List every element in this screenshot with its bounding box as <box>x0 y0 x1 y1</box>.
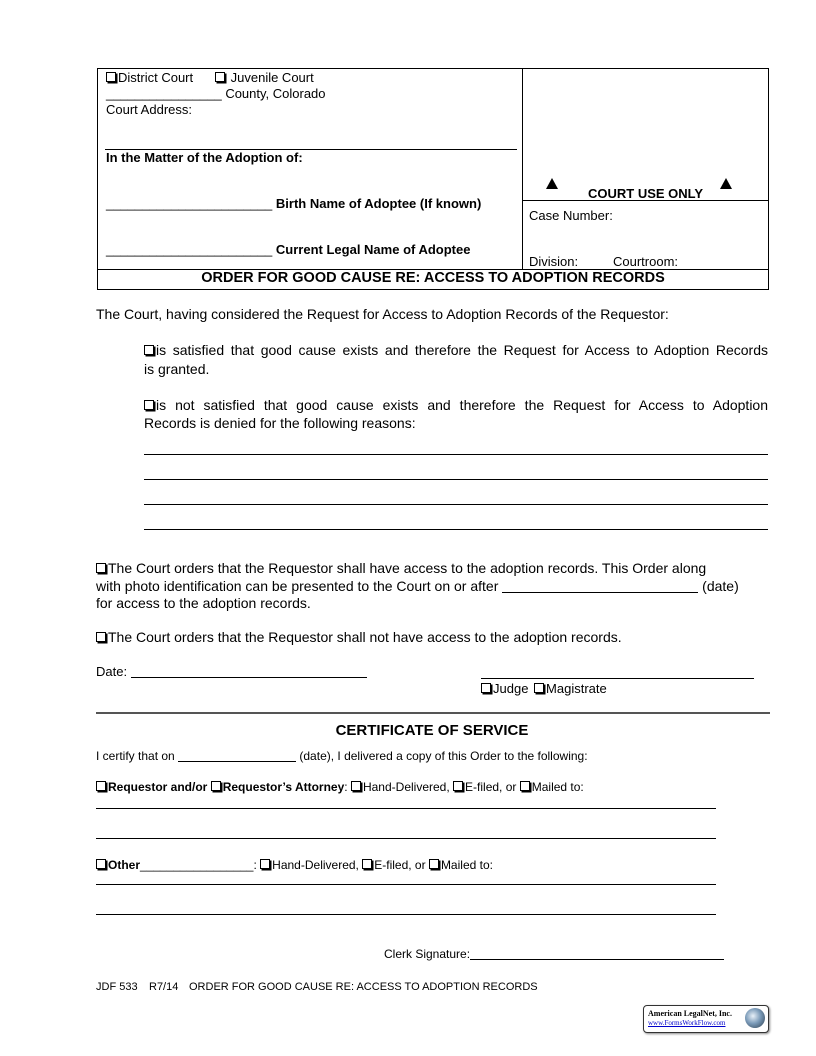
clerk-signature-blank[interactable] <box>470 948 724 960</box>
attorney-label: Requestor’s Attorney <box>222 780 345 794</box>
other-address-line-2[interactable] <box>96 914 716 915</box>
granted-checkbox[interactable] <box>144 345 154 355</box>
district-court-label: District Court <box>118 70 194 85</box>
reasons-line-3[interactable] <box>144 504 768 505</box>
form-title: ORDER FOR GOOD CAUSE RE: ACCESS TO ADOPTION RECORDS <box>201 270 665 286</box>
other-colon: : <box>253 858 257 872</box>
signature-line[interactable] <box>481 678 754 679</box>
other-mailed-label: Mailed to: <box>440 858 493 872</box>
juvenile-court-label: Juvenile Court <box>230 70 314 85</box>
footer-form-number: JDF 533 <box>96 981 138 993</box>
denied-text-line2: Records is denied for the following reasons: <box>144 415 416 431</box>
magistrate-checkbox[interactable] <box>534 683 544 693</box>
certificate-divider <box>96 712 770 714</box>
date-blank[interactable] <box>131 665 367 678</box>
date-line <box>96 664 367 679</box>
requestor-row <box>96 780 584 794</box>
intro-text: The Court, having considered the Request for Access to Adoption Records of the Requestor: <box>96 306 669 322</box>
other-hand-delivered-checkbox[interactable] <box>260 859 270 869</box>
matter-title: In the Matter of the Adoption of: <box>106 150 303 165</box>
mailed-label: Mailed to: <box>531 780 584 794</box>
legal-name-blank[interactable]: _______________________ <box>106 242 273 257</box>
footer-revision: R7/14 <box>149 981 179 993</box>
other-hand-delivered-label: Hand-Delivered, <box>272 858 359 872</box>
other-efiled-label: E-filed, or <box>374 858 426 872</box>
legal-name-label: Current Legal Name of Adoptee <box>275 242 471 257</box>
other-address-line-1[interactable] <box>96 884 716 885</box>
order-access-line1[interactable] <box>96 560 768 576</box>
certify-date-blank[interactable] <box>178 750 296 762</box>
judge-checkbox[interactable] <box>481 683 491 693</box>
juvenile-court-checkbox[interactable] <box>215 72 225 82</box>
reasons-line-1[interactable] <box>144 454 768 455</box>
requestor-checkbox[interactable] <box>96 781 106 791</box>
logo-company-name: American LegalNet, Inc. <box>648 1009 732 1018</box>
juvenile-court-option[interactable] <box>215 70 314 85</box>
district-court-option[interactable] <box>106 70 193 85</box>
order-access-line2 <box>96 578 739 594</box>
efiled-label: E-filed, or <box>465 780 517 794</box>
order-no-access-checkbox[interactable] <box>96 632 106 642</box>
other-mailed-checkbox[interactable] <box>429 859 439 869</box>
division-label: Division: <box>529 254 579 269</box>
birth-name-label: Birth Name of Adoptee (If known) <box>275 196 482 211</box>
order-date-blank[interactable] <box>502 580 698 593</box>
county-blank[interactable]: ________________ <box>106 86 222 101</box>
order-no-access-text: The Court orders that the Requestor shall not have access to the adoption records. <box>108 629 622 645</box>
clerk-signature-label: Clerk Signature: <box>384 947 471 961</box>
certify-text-b: (date), I delivered a copy of this Order to the following: <box>299 749 588 763</box>
court-use-only: COURT USE ONLY <box>588 186 704 201</box>
certify-text-a: I certify that on <box>96 749 175 763</box>
certify-line <box>96 749 588 763</box>
other-blank[interactable]: _________________ <box>140 858 254 872</box>
birth-name-blank[interactable]: _______________________ <box>106 196 273 211</box>
date-label: Date: <box>96 664 128 679</box>
hand-delivered-checkbox[interactable] <box>351 781 361 791</box>
order-access-text2: with photo identification can be presented to the Court on or after <box>96 578 499 594</box>
clerk-signature-row <box>384 947 724 961</box>
efiled-checkbox[interactable] <box>453 781 463 791</box>
requestor-label: Requestor and/or <box>108 780 208 794</box>
district-court-checkbox[interactable] <box>106 72 116 82</box>
county-line <box>106 86 326 101</box>
birth-name-line <box>106 196 481 211</box>
order-date-label: (date) <box>702 578 739 594</box>
other-label: Other <box>108 858 141 872</box>
signer-options <box>481 681 607 696</box>
court-address-label: Court Address: <box>106 102 192 117</box>
case-number-label: Case Number: <box>529 208 613 223</box>
other-checkbox[interactable] <box>96 859 106 869</box>
order-access-text: The Court orders that the Requestor shall have access to the adoption records. This Order along <box>108 560 707 576</box>
granted-text-line2: is granted. <box>144 361 210 377</box>
requestor-address-line-1[interactable] <box>96 808 716 809</box>
granted-text: is satisfied that good cause exists and therefore the Request for Access to Adoption Records <box>156 342 768 358</box>
logo-globe-icon <box>745 1008 765 1028</box>
logo-url[interactable]: www.FormsWorkFlow.com <box>648 1019 726 1027</box>
hand-delivered-label: Hand-Delivered, <box>362 780 450 794</box>
order-no-access[interactable] <box>96 629 622 645</box>
mailed-checkbox[interactable] <box>520 781 530 791</box>
triangle-right-icon <box>720 178 732 189</box>
magistrate-label: Magistrate <box>546 681 607 696</box>
denied-text: is not satisfied that good cause exists and therefore the Request for Access to Adoption <box>156 397 768 413</box>
attorney-checkbox[interactable] <box>211 781 221 791</box>
triangle-left-icon <box>546 178 558 189</box>
option-granted-line1[interactable] <box>144 342 768 358</box>
reasons-line-2[interactable] <box>144 479 768 480</box>
footer-form-name: ORDER FOR GOOD CAUSE RE: ACCESS TO ADOPTION RECORDS <box>189 981 538 993</box>
judge-label: Judge <box>493 681 529 696</box>
reasons-line-4[interactable] <box>144 529 768 530</box>
courtroom-label: Courtroom: <box>613 254 679 269</box>
certificate-title: CERTIFICATE OF SERVICE <box>335 722 529 739</box>
county-label: County, Colorado <box>225 86 326 101</box>
order-access-line3: for access to the adoption records. <box>96 595 311 611</box>
other-row <box>96 858 493 872</box>
other-efiled-checkbox[interactable] <box>362 859 372 869</box>
legal-name-line <box>106 242 470 257</box>
order-access-checkbox[interactable] <box>96 563 106 573</box>
colon: : <box>344 780 348 794</box>
requestor-address-line-2[interactable] <box>96 838 716 839</box>
legalnet-logo[interactable] <box>643 1005 769 1033</box>
denied-checkbox[interactable] <box>144 400 154 410</box>
option-denied-line1[interactable] <box>144 397 768 413</box>
